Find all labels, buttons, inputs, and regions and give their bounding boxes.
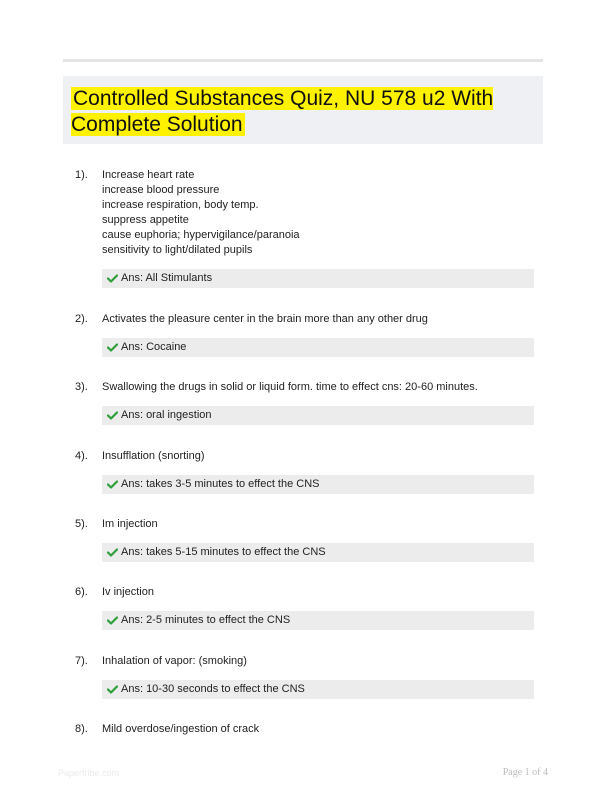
check-icon — [107, 548, 118, 557]
page-number: Page 1 of 4 — [502, 767, 548, 778]
check-icon — [107, 685, 118, 694]
question-line: suppress appetite — [102, 214, 189, 226]
question-line: increase blood pressure — [102, 184, 220, 196]
answer-box — [102, 406, 534, 425]
question-number: 6). — [75, 586, 88, 598]
answer-box — [102, 680, 534, 699]
title-banner — [63, 76, 543, 144]
check-icon — [107, 343, 118, 352]
answer-text: Ans: takes 3-5 minutes to effect the CNS — [121, 478, 320, 490]
question-line: Activates the pleasure center in the brain more than any other drug — [102, 313, 428, 325]
question-text — [102, 168, 542, 258]
question-line: Iv injection — [102, 586, 154, 598]
answer-box — [102, 269, 534, 288]
answer-text: Ans: All Stimulants — [121, 272, 213, 284]
question-line: Mild overdose/ingestion of crack — [102, 723, 260, 735]
answer-text: Ans: oral ingestion — [121, 409, 212, 421]
answer-text: Ans: takes 5-15 minutes to effect the CNS — [121, 546, 326, 558]
question-text — [102, 312, 542, 327]
check-icon — [107, 411, 118, 420]
question-text — [102, 722, 542, 737]
question-line: Insufflation (snorting) — [102, 450, 205, 462]
answer-box — [102, 338, 534, 357]
answer-box — [102, 611, 534, 630]
question-text — [102, 449, 542, 464]
question-number: 3). — [75, 381, 88, 393]
answer-text: Ans: Cocaine — [121, 341, 187, 353]
question-line: Increase heart rate — [102, 169, 195, 181]
top-divider — [63, 59, 543, 62]
answer-box — [102, 543, 534, 562]
question-line: Inhalation of vapor: (smoking) — [102, 655, 247, 667]
question-line: Im injection — [102, 518, 158, 530]
question-number: 5). — [75, 518, 88, 530]
question-line: sensitivity to light/dilated pupils — [102, 244, 253, 256]
answer-text: Ans: 10-30 seconds to effect the CNS — [121, 683, 305, 695]
question-line: increase respiration, body temp. — [102, 199, 259, 211]
question-text — [102, 517, 542, 532]
answer-box — [102, 475, 534, 494]
question-text — [102, 654, 542, 669]
question-number: 2). — [75, 313, 88, 325]
question-text — [102, 380, 542, 395]
check-icon — [107, 480, 118, 489]
page-title — [71, 86, 531, 138]
check-icon — [107, 274, 118, 283]
question-number: 7). — [75, 655, 88, 667]
check-icon — [107, 616, 118, 625]
footer-watermark: Papertribe.com — [58, 768, 120, 778]
page-title-text: Controlled Substances Quiz, NU 578 u2 With Complete Solution — [71, 87, 494, 136]
question-number: 8). — [75, 723, 88, 735]
question-number: 4). — [75, 450, 88, 462]
answer-text: Ans: 2-5 minutes to effect the CNS — [121, 614, 291, 626]
question-number: 1). — [75, 169, 88, 181]
question-line: cause euphoria; hypervigilance/paranoia — [102, 229, 300, 241]
question-line: Swallowing the drugs in solid or liquid form. time to effect cns: 20-60 minutes. — [102, 381, 478, 393]
question-text — [102, 585, 542, 600]
